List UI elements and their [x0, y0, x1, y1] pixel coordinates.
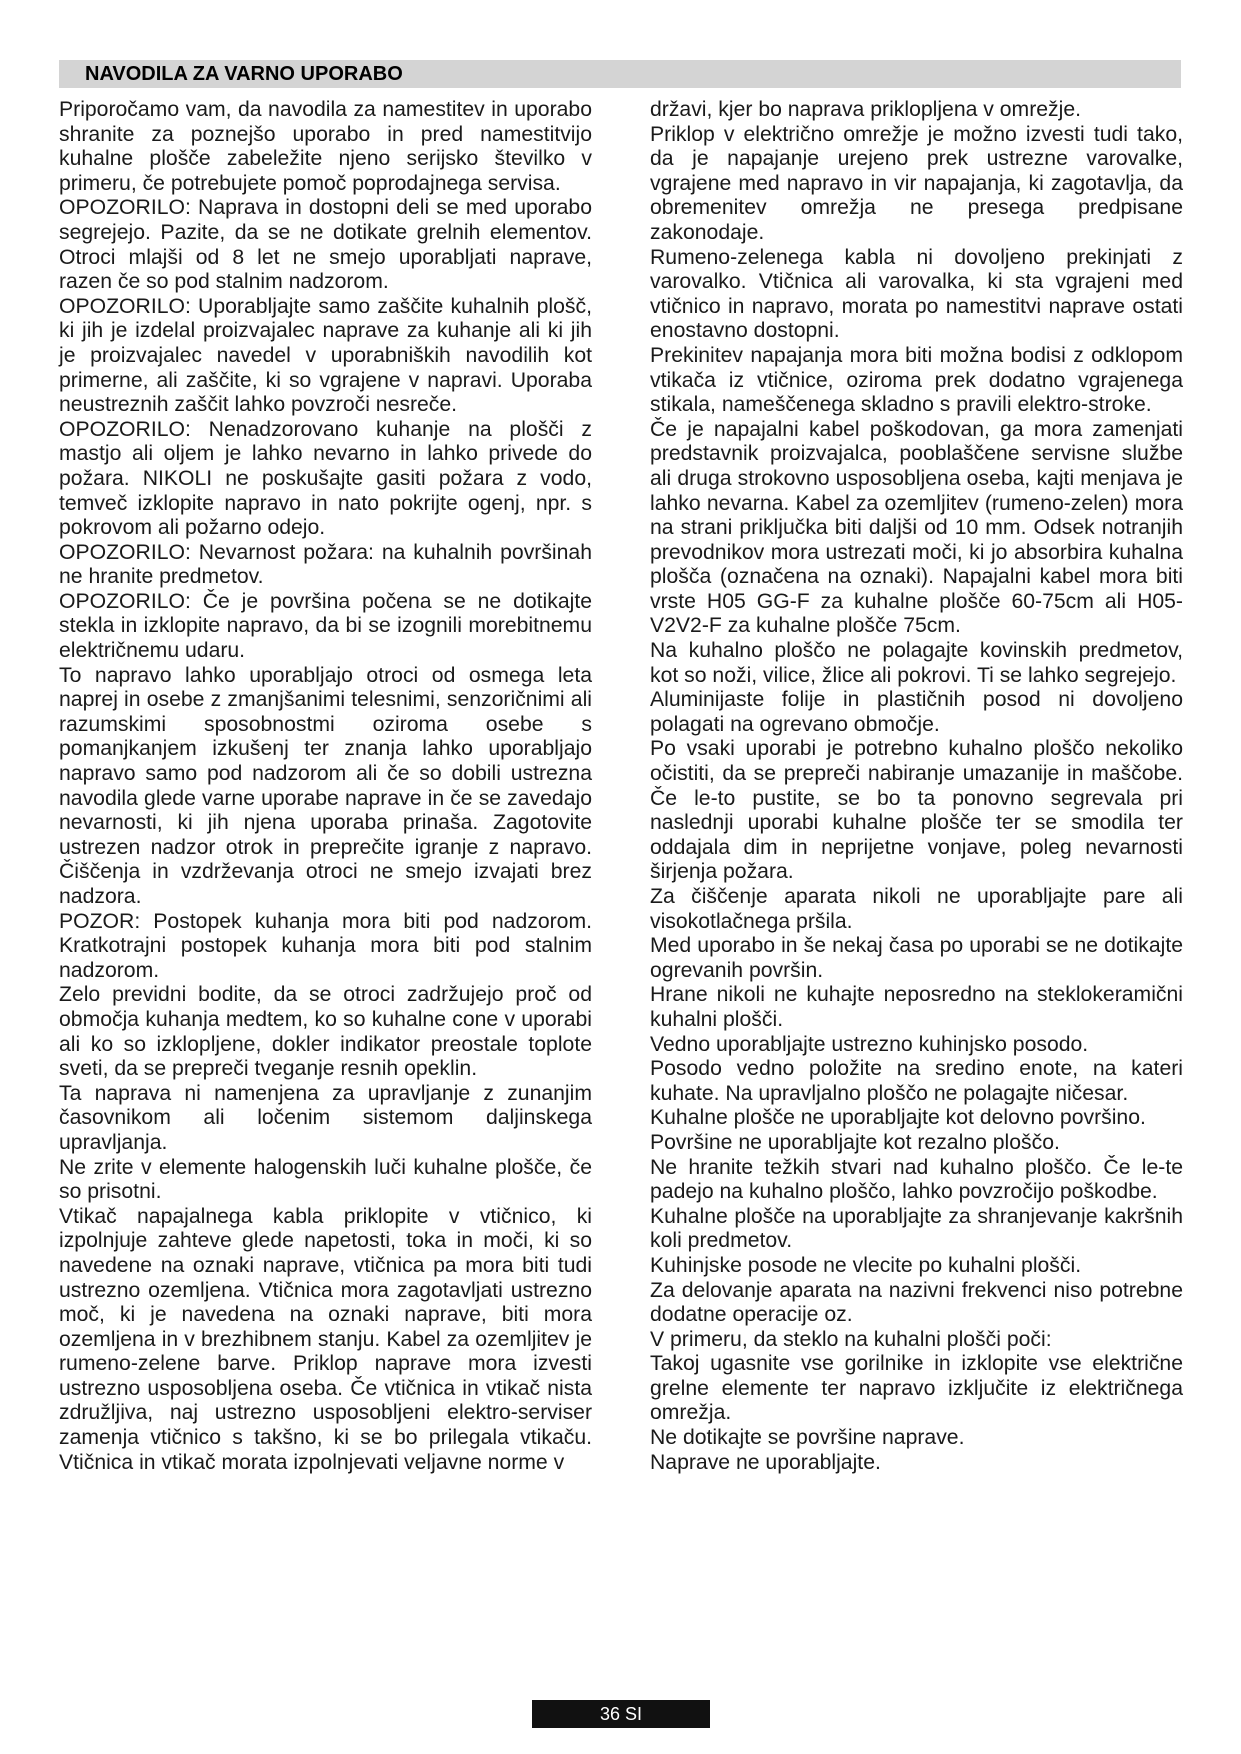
paragraph: Kuhalne plošče na uporabljajte za shranjevanje kakršnih koli predmetov.: [650, 1204, 1183, 1253]
paragraph: Na kuhalno ploščo ne polagajte kovinskih predmetov, kot so noži, vilice, žlice ali pokrovi. Ti se lahko segrejejo.: [650, 639, 1183, 687]
paragraph: Vedno uporabljajte ustrezno kuhinjsko posodo.: [650, 1032, 1089, 1056]
paragraph: POZOR: Postopek kuhanja mora biti pod nadzorom. Kratkotrajni postopek kuhanja mora biti pod stalnim nadzorom.: [59, 909, 592, 982]
paragraph: Če je napajalni kabel poškodovan, ga mora zamenjati predstavnik proizvajalca, pooblaščene servisne službe ali druga strokovno usposobljena oseba, kajti menjava je lahko nevarna. Kabel za ozemljitev (rumeno-zelen) mora na strani priključka biti daljši od 10 mm. Odsek notranjih prevodnikov mora ustrezati moči, ki jo absorbira kuhalna plošča (označena na oznaki). Napajalni kabel mora biti vrste H05 GG-F za kuhalne plošče 60-75cm ali H05-V2V2-F za kuhalne plošče 75cm.: [650, 417, 1183, 638]
paragraph: Rumeno-zelenega kabla ni dovoljeno prekinjati z varovalko. Vtičnica ali varovalka, ki sta vgrajeni med vtičnico in napravo, morata po namestitvi naprave ostati enostavno dostopni.: [650, 245, 1183, 343]
paragraph: Med uporabo in še nekaj časa po uporabi se ne dotikajte ogrevanih površin.: [650, 934, 1183, 982]
paragraph: OPOZORILO: Nenadzorovano kuhanje na plošči z mastjo ali oljem je lahko nevarno in lahko privede do požara. NIKOLI ne poskušajte gasiti požara z vodo, temveč izklopite napravo in nato pokrijte ogenj, npr. s pokrovom ali požarno odejo.: [59, 417, 592, 540]
right-column: [650, 98, 1183, 1475]
paragraph: OPOZORILO: Uporabljajte samo zaščite kuhalnih plošč, ki jih je izdelal proizvajalec naprave za kuhanje ali ki jih je proizvajalec navedel v uporabniških navodilih kot primerne, ali zaščite, ki so vgrajene v napravi. Uporaba neustreznih zaščit lahko povzroči nesreče.: [59, 294, 592, 417]
paragraph: V primeru, da steklo na kuhalni plošči poči:: [650, 1327, 1052, 1351]
page-number: 36 SI: [532, 1700, 710, 1728]
paragraph: Prekinitev napajanja mora biti možna bodisi z odklopom vtikača iz vtičnice, oziroma prek dodatno vgrajenega stikala, nameščenega skladno s pravili elektro-stroke.: [650, 343, 1183, 417]
paragraph: državi, kjer bo naprava priklopljena v omrežje.: [650, 98, 1082, 121]
paragraph: OPOZORILO: Naprava in dostopni deli se med uporabo segrejejo. Pazite, da se ne dotikate grelnih elementov. Otroci mlajši od 8 let ne smejo uporabljati naprave, razen če so pod stalnim nadzorom.: [59, 196, 592, 294]
paragraph: Ne zrite v elemente halogenskih luči kuhalne plošče, če so prisotni.: [59, 1155, 592, 1204]
paragraph: Površine ne uporabljajte kot rezalno ploščo.: [650, 1130, 1060, 1154]
paragraph: Ne dotikajte se površine naprave.: [650, 1426, 965, 1450]
left-column: [59, 98, 592, 1475]
section-title: NAVODILA ZA VARNO UPORABO: [85, 63, 403, 85]
paragraph: Aluminijaste folije in plastičnih posod ni dovoljeno polagati na ogrevano območje.: [650, 688, 1183, 736]
paragraph: OPOZORILO: Nevarnost požara: na kuhalnih površinah ne hranite predmetov.: [59, 540, 592, 589]
paragraph: Kuhinjske posode ne vlecite po kuhalni plošči.: [650, 1253, 1082, 1277]
paragraph: Posodo vedno položite na sredino enote, na kateri kuhate. Na upravljalno ploščo ne polagajte ničesar.: [650, 1057, 1183, 1105]
paragraph: Takoj ugasnite vse gorilnike in izklopite vse električne grelne elemente ter napravo izključite iz električnega omrežja.: [650, 1352, 1183, 1425]
paragraph: OPOZORILO: Če je površina počena se ne dotikajte stekla in izklopite napravo, da bi se izognili morebitnemu električnemu udaru.: [59, 589, 592, 663]
paragraph: Za čiščenje aparata nikoli ne uporabljajte pare ali visokotlačnega pršila.: [650, 885, 1183, 933]
paragraph: Priklop v električno omrežje je možno izvesti tudi tako, da je napajanje urejeno prek ustrezne varovalke, vgrajene med napravo in vir napajanja, ki zagotavlja, da obremenitev omrežja ne presega predpisane zakonodaje.: [650, 122, 1183, 244]
paragraph: Za delovanje aparata na nazivni frekvenci niso potrebne dodatne operacije oz.: [650, 1278, 1183, 1327]
paragraph: Zelo previdni bodite, da se otroci zadržujejo proč od območja kuhanja medtem, ko so kuhalne cone v uporabi ali ko so izklopljene, dokler indikator preostale toplote sveti, da se prepreči tveganje resnih opeklin.: [59, 983, 592, 1081]
paragraph: Ne hranite težkih stvari nad kuhalno ploščo. Če le-te padejo na kuhalno ploščo, lahko povzročijo poškodbe.: [650, 1155, 1183, 1204]
paragraph: Hrane nikoli ne kuhajte neposredno na steklokeramični kuhalni plošči.: [650, 983, 1183, 1031]
paragraph: Po vsaki uporabi je potrebno kuhalno ploščo nekoliko očistiti, da se prepreči nabiranje umazanije in maščobe. Če le-to pustite, se bo ta ponovno segrevala pri naslednji uporabi kuhalne plošče ter se smodila ter oddajala dim in neprijetne vonjave, poleg nevarnosti širjenja požara.: [650, 737, 1183, 884]
paragraph: Kuhalne plošče ne uporabljajte kot delovno površino.: [650, 1106, 1146, 1130]
paragraph: Vtikač napajalnega kabla priklopite v vtičnico, ki izpolnjuje zahteve glede napetosti, toka in moči, ki so navedene na oznaki naprave, vtičnica pa mora biti tudi ustrezno ozemljena. Vtičnica mora zagotavljati ustrezno moč, ki je navedena na oznaki naprave, biti mora ozemljena in v brezhibnem stanju. Kabel za ozemljitev je rumeno-zelene barve. Priklop naprave mora izvesti ustrezno usposobljena oseba. Če vtičnica in vtikač nista združljiva, naj ustrezno usposobljeni elektro-serviser zamenja vtičnico s takšno, ki se bo prilegala vtikaču. Vtičnica in vtikač morata izpolnjevati veljavne norme v: [59, 1204, 592, 1474]
paragraph: Ta naprava ni namenjena za upravljanje z zunanjim časovnikom ali ločenim sistemom daljinskega upravljanja.: [59, 1081, 592, 1154]
paragraph: To napravo lahko uporabljajo otroci od osmega leta naprej in osebe z zmanjšanimi telesnimi, senzoričnimi ali razumskimi sposobnostmi oziroma osebe s pomanjkanjem izkušenj ter znanja lahko uporabljajo napravo samo pod nadzorom ali če so dobili ustrezna navodila glede varne uporabe naprave in če se zavedajo nevarnosti, ki jih njena uporaba prinaša. Zagotovite ustrezen nadzor otrok in preprečite igranje z napravo. Čiščenja in vzdrževanja otroci ne smejo izvajati brez nadzora.: [59, 663, 592, 908]
section-header-bar: [59, 60, 1181, 88]
paragraph: Naprave ne uporabljajte.: [650, 1450, 881, 1474]
paragraph: Priporočamo vam, da navodila za namestitev in uporabo shranite za poznejšo uporabo in pred namestitvijo kuhalne plošče zabeležite njeno serijsko številko v primeru, če potrebujete pomoč poprodajnega servisa.: [59, 98, 592, 195]
